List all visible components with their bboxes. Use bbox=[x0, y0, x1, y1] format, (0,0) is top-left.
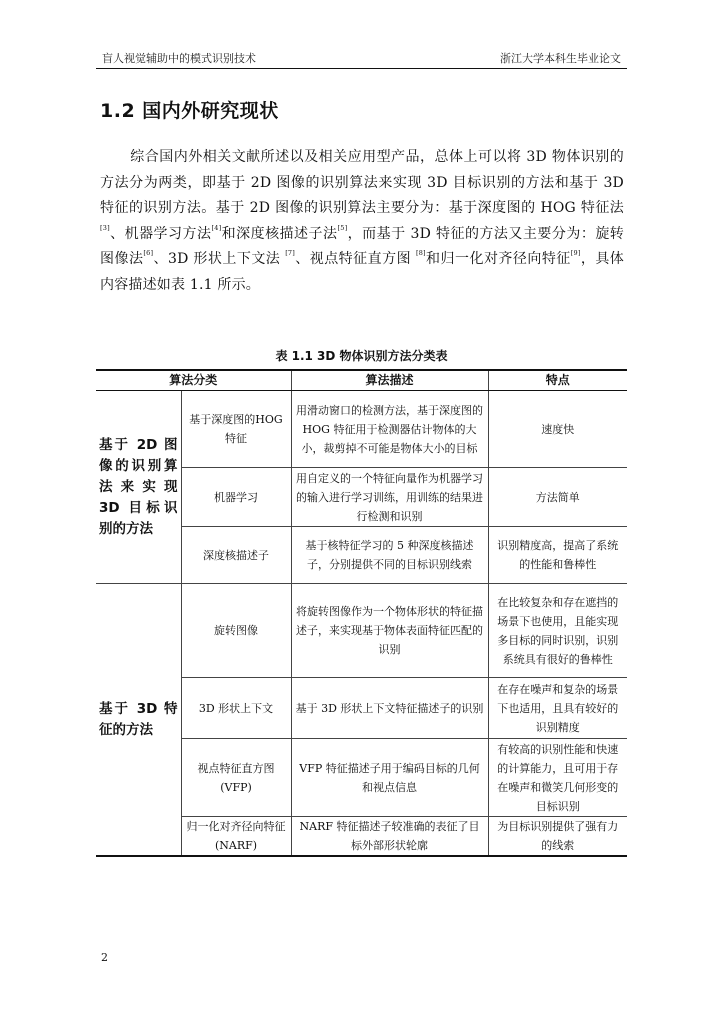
description-cell: NARF 特征描述子较准确的表征了目标外部形状轮廓 bbox=[291, 817, 488, 857]
feature-cell: 方法简单 bbox=[488, 468, 627, 527]
description-cell: 用滑动窗口的检测方法，基于深度图的 HOG 特征用于检测器估计物体的大小，裁剪掉不可能是物体大小的目标 bbox=[291, 391, 488, 468]
citation-ref[interactable]: [6] bbox=[143, 249, 154, 257]
method-cell: 旋转图像 bbox=[181, 584, 291, 678]
para-text: 、3D 形状上下文法 bbox=[153, 251, 286, 267]
table-row bbox=[96, 391, 627, 468]
citation-ref[interactable]: [8] bbox=[415, 249, 426, 257]
header-thesis-title: 盲人视觉辅助中的模式识别技术 bbox=[102, 52, 256, 65]
method-cell: 基于深度图的HOG特征 bbox=[181, 391, 291, 468]
description-cell: 基于核特征学习的 5 种深度核描述子，分别提供不同的目标识别线索 bbox=[291, 527, 488, 584]
group-category-2d: 基于 2D 图像的识别算法来实现 3D 目标识别的方法 bbox=[96, 391, 181, 584]
method-cell: 机器学习 bbox=[181, 468, 291, 527]
feature-cell: 为目标识别提供了强有力的线索 bbox=[488, 817, 627, 857]
description-cell: 用自定义的一个特征向量作为机器学习的输入进行学习训练，用训练的结果进行检测和识别 bbox=[291, 468, 488, 527]
running-header bbox=[96, 50, 627, 69]
header-description: 算法描述 bbox=[291, 370, 488, 391]
citation-ref[interactable]: [7] bbox=[285, 249, 295, 257]
table-row bbox=[96, 584, 627, 678]
citation-ref[interactable]: [9] bbox=[570, 249, 581, 257]
page-number: 2 bbox=[101, 951, 108, 964]
para-text: 和归一化对齐径向特征 bbox=[425, 251, 571, 267]
para-text: ，具体内容描述如表 1.1 所示。 bbox=[100, 251, 625, 293]
method-cell: 深度核描述子 bbox=[181, 527, 291, 584]
description-cell: VFP 特征描述子用于编码目标的几何和视点信息 bbox=[291, 739, 488, 817]
table-caption: 表 1.1 3D 物体识别方法分类表 bbox=[275, 349, 448, 363]
feature-cell: 在比较复杂和存在遮挡的场景下也使用，且能实现多目标的同时识别，识别系统具有很好的鲁棒性 bbox=[488, 584, 627, 678]
method-cell: 3D 形状上下文 bbox=[181, 678, 291, 739]
para-text: 、视点特征直方图 bbox=[295, 251, 416, 267]
para-text: 综合国内外相关文献所述以及相关应用型产品，总体上可以将 3D 物体识别的方法分为两类，即基于 2D 图像的识别算法来实现 3D 目标识别的方法和基于 3D 特征的识别方法。基于 2D 图像的识别算法主要分为：基于深度图的 HOG 特征法 bbox=[100, 149, 624, 216]
method-cell: 归一化对齐径向特征(NARF) bbox=[181, 817, 291, 857]
section-heading: 1.2 国内外研究现状 bbox=[100, 100, 279, 122]
feature-cell: 速度快 bbox=[488, 391, 627, 468]
para-text: 和深度核描述子法 bbox=[221, 225, 338, 242]
header-university: 浙江大学本科生毕业论文 bbox=[500, 52, 621, 65]
header-category: 算法分类 bbox=[96, 370, 291, 391]
citation-ref[interactable]: [5] bbox=[337, 223, 348, 232]
citation-ref[interactable]: [4] bbox=[211, 223, 222, 232]
feature-cell: 在存在噪声和复杂的场景下也适用，且具有较好的识别精度 bbox=[488, 678, 627, 739]
classification-table bbox=[96, 369, 627, 857]
feature-cell: 有较高的识别性能和快速的计算能力，且可用于存在噪声和微笑几何形变的目标识别 bbox=[488, 739, 627, 817]
description-cell: 基于 3D 形状上下文特征描述子的识别 bbox=[291, 678, 488, 739]
feature-cell: 识别精度高，提高了系统的性能和鲁棒性 bbox=[488, 527, 627, 584]
citation-ref[interactable]: [3] bbox=[100, 223, 110, 232]
group-category-3d: 基于 3D 特征的方法 bbox=[96, 584, 181, 857]
description-cell: 将旋转图像作为一个物体形状的特征描述子，来实现基于物体表面特征匹配的识别 bbox=[291, 584, 488, 678]
para-text: 、机器学习方法 bbox=[109, 225, 212, 242]
body-paragraph bbox=[100, 145, 624, 298]
table-header-row bbox=[96, 370, 627, 391]
method-cell: 视点特征直方图(VFP) bbox=[181, 739, 291, 817]
header-feature: 特点 bbox=[488, 370, 627, 391]
para-text: ，而基于 3D 特征的方法又主要分为：旋转图像法 bbox=[100, 225, 625, 267]
